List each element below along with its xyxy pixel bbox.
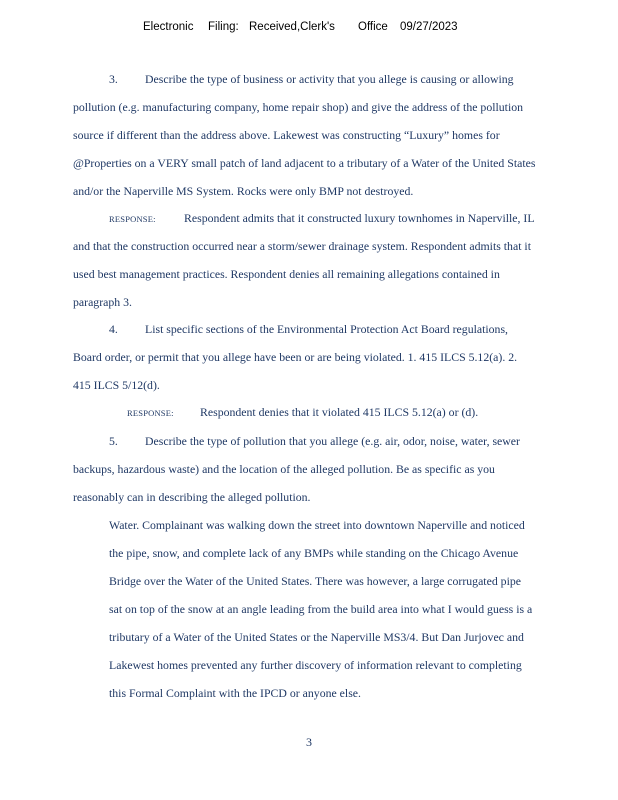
para4-line: Board order, or permit that you allege have been or are being violated. 1. 415 ILCS 5.12(a). 2.	[73, 350, 518, 364]
header-date: 09/27/2023	[400, 21, 458, 33]
answer5-line: tributary of a Water of the United States or the Naperville MS3/4. But Dan Jurjovec and	[109, 630, 524, 644]
answer5-line: Lakewest homes prevented any further discovery of information relevant to completing	[109, 658, 522, 672]
answer5-line: the pipe, snow, and complete lack of any BMPs while standing on the Chicago Avenue	[109, 546, 519, 560]
para3-line: @Properties on a VERY small patch of land adjacent to a tributary of a Water of the United States	[73, 156, 536, 170]
response3-line: Respondent admits that it constructed luxury townhomes in Naperville, IL	[184, 211, 535, 225]
para3-line: source if different than the address above. Lakewest was constructing “Luxury” homes for	[73, 128, 500, 142]
response4-text: Respondent denies that it violated 415 ILCS 5.12(a) or (d).	[200, 405, 479, 419]
para4-number: 4.	[109, 322, 118, 336]
answer5-line: Water. Complainant was walking down the street into downtown Naperville and noticed	[109, 518, 525, 532]
response3-line: used best management practices. Respondent denies all remaining allegations contained in	[73, 267, 500, 281]
response3-line: paragraph 3.	[73, 295, 132, 309]
para5-line: reasonably can in describing the alleged pollution.	[73, 490, 311, 504]
para4-line: List specific sections of the Environmental Protection Act Board regulations,	[145, 322, 508, 336]
header-received: Received,Clerk's	[249, 21, 335, 33]
header-office: Office	[358, 21, 388, 33]
header-filing: Filing:	[208, 21, 239, 33]
response3-line: and that the construction occurred near a storm/sewer drainage system. Respondent admits that it	[73, 239, 531, 253]
answer5-line: Bridge over the Water of the United States. There was however, a large corrugated pipe	[109, 574, 521, 588]
page-number: 3	[306, 735, 312, 749]
para5-line: Describe the type of pollution that you allege (e.g. air, odor, noise, water, sewer	[145, 434, 520, 448]
response4-label: RESPONSE:	[127, 408, 174, 418]
para3-line: and/or the Naperville MS System. Rocks were only BMP not destroyed.	[73, 184, 414, 198]
para3-number: 3.	[109, 72, 118, 86]
response3-label: RESPONSE:	[109, 214, 156, 224]
header-electronic: Electronic	[143, 21, 194, 33]
para4-line: 415 ILCS 5/12(d).	[73, 378, 160, 392]
para3-line: pollution (e.g. manufacturing company, home repair shop) and give the address of the pollution	[73, 100, 524, 114]
para5-number: 5.	[109, 434, 118, 448]
para3-line: Describe the type of business or activity that you allege is causing or allowing	[145, 72, 514, 86]
answer5-line: this Formal Complaint with the IPCD or anyone else.	[109, 686, 361, 700]
answer5-line: sat on top of the snow at an angle leading from the build area into what I would guess is a	[109, 602, 533, 616]
para5-line: backups, hazardous waste) and the location of the alleged pollution. Be as specific as you	[73, 462, 495, 476]
